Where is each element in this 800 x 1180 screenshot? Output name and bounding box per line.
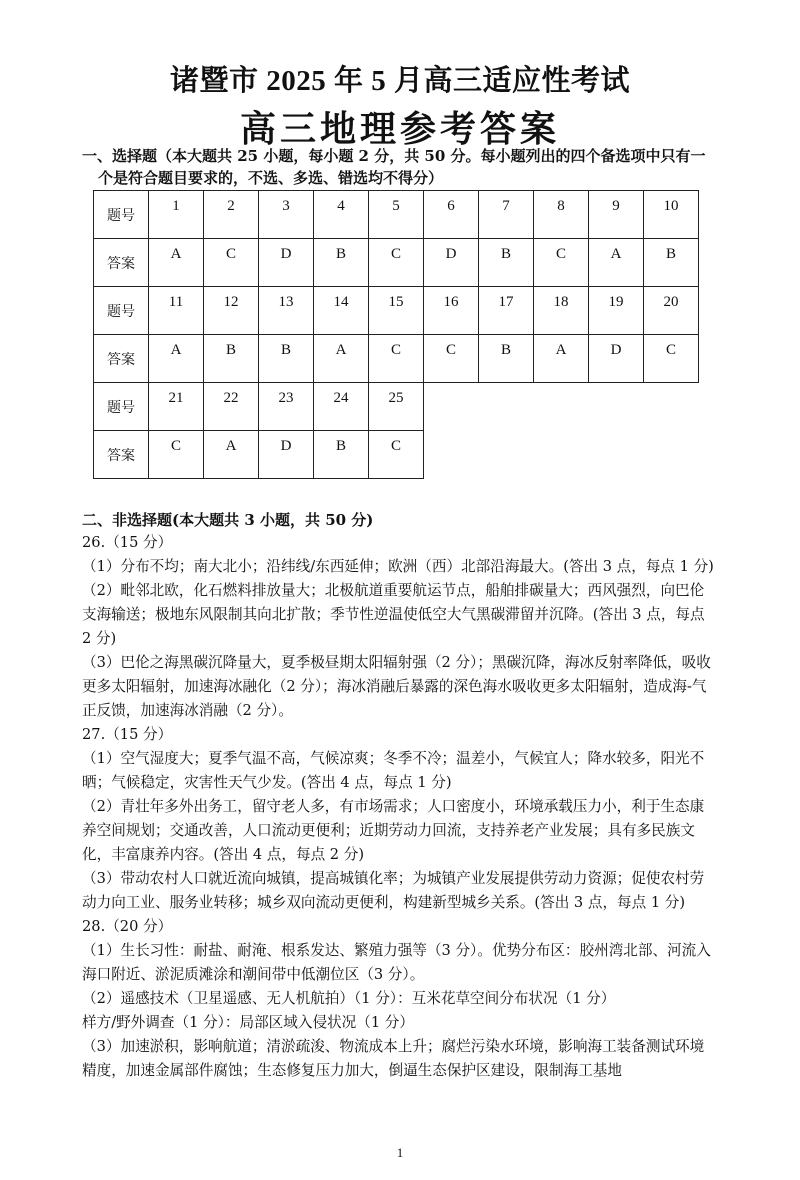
question-number: 12 <box>223 294 239 310</box>
answer-cell <box>644 239 699 287</box>
question-number: 3 <box>282 198 290 214</box>
question-number-cell <box>424 191 479 239</box>
row-label-number: 题号 <box>94 191 149 239</box>
question-number-cell <box>479 287 534 335</box>
answer-cell <box>369 239 424 287</box>
answer-cell <box>149 239 204 287</box>
empty-cell <box>479 383 534 431</box>
section1-line2: 个是符合题目要求的，不选、多选、错选均不得分） <box>98 169 444 187</box>
section2-heading: 二、非选择题(本大题共 3 小题，共 50 分) <box>82 511 374 529</box>
answer-cell <box>424 335 479 383</box>
paragraph: 28.（20 分） <box>82 918 173 935</box>
answer-letter: D <box>445 246 457 262</box>
paragraph: （2）遥感技术（卫星遥感、无人机航拍）（1 分）：互米花草空间分布状况（1 分） <box>82 990 616 1007</box>
question-number: 1 <box>172 198 180 214</box>
empty-cell <box>424 431 479 479</box>
answer-cell <box>149 431 204 479</box>
answer-letter: C <box>665 342 676 358</box>
question-number: 14 <box>333 294 349 310</box>
question-number-cell <box>424 287 479 335</box>
question-number: 21 <box>168 390 184 406</box>
paragraph: （1）空气湿度大；夏季气温不高，气候凉爽；冬季不冷；温差小，气候宜人；降水较多，阳光不晒；气候稳定，灾害性天气少发。(答出 4 点，每点 1 分) <box>82 750 705 791</box>
answer-cell <box>259 431 314 479</box>
answer-letter: B <box>665 246 676 262</box>
question-number-row <box>94 383 699 431</box>
question-number-cell <box>369 383 424 431</box>
answer-key-title: 高三地理参考答案 <box>239 108 560 150</box>
answer-letter: C <box>225 246 236 262</box>
question-number: 7 <box>502 198 510 214</box>
answer-row <box>94 335 699 383</box>
answer-letter: A <box>170 342 182 358</box>
question-number-cell <box>369 287 424 335</box>
empty-cell <box>644 383 699 431</box>
row-label-answer: 答案 <box>94 431 149 479</box>
question-number: 5 <box>392 198 400 214</box>
answer-body <box>82 531 718 1083</box>
answer-letter: B <box>500 342 511 358</box>
answer-cell <box>534 335 589 383</box>
question-number: 22 <box>223 390 239 406</box>
question-number-cell <box>149 287 204 335</box>
question-number-cell <box>644 287 699 335</box>
answer-cell <box>314 431 369 479</box>
answer-cell <box>424 239 479 287</box>
question-number: 19 <box>608 294 624 310</box>
answer-letter: A <box>610 246 622 262</box>
question-number: 2 <box>227 198 235 214</box>
answer-cell <box>314 239 369 287</box>
question-number-cell <box>314 191 369 239</box>
question-number: 4 <box>337 198 345 214</box>
paragraph: 样方/野外调查（1 分）：局部区域入侵状况（1 分） <box>82 1014 414 1031</box>
answer-letter: D <box>610 342 622 358</box>
question-number-cell <box>204 383 259 431</box>
paragraph: （2）青壮年多外出务工，留守老人多，有市场需求；人口密度小，环境承载压力小，利于生态康养空间规划；交通改善，人口流动更便利；近期劳动力回流，支持养老产业发展；具有多民族文化，丰富康养内容。(答出 4 点，每点 2 分) <box>82 798 705 863</box>
answer-cell <box>644 335 699 383</box>
paragraph: （2）毗邻北欧，化石燃料排放量大；北极航道重要航运节点，船舶排碳量大；西风强烈，向巴伦支海输送；极地东风限制其向北扩散；季节性逆温使低空大气黑碳滞留并沉降。(答出 3 点，每点 2 分) <box>82 582 705 647</box>
empty-cell <box>644 431 699 479</box>
section1-instructions <box>82 145 732 189</box>
question-number: 20 <box>663 294 679 310</box>
answer-letter: D <box>280 246 292 262</box>
answer-cell <box>534 239 589 287</box>
answer-cell <box>259 335 314 383</box>
answer-letter: A <box>225 438 237 454</box>
answer-letter: B <box>500 246 511 262</box>
question-number: 16 <box>443 294 459 310</box>
answer-letter: B <box>335 246 346 262</box>
question-number-cell <box>314 383 369 431</box>
question-number: 17 <box>498 294 514 310</box>
question-number: 24 <box>333 390 349 406</box>
answer-cell <box>204 431 259 479</box>
row-label-answer: 答案 <box>94 335 149 383</box>
question-number: 13 <box>278 294 294 310</box>
answer-letter: D <box>280 438 292 454</box>
answer-letter: C <box>555 246 566 262</box>
paragraph: 27.（15 分） <box>82 726 173 743</box>
empty-cell <box>534 431 589 479</box>
question-number: 23 <box>278 390 294 406</box>
answer-letter: C <box>170 438 181 454</box>
empty-cell <box>589 383 644 431</box>
answer-cell <box>479 239 534 287</box>
row-label-answer: 答案 <box>94 239 149 287</box>
question-number-cell <box>589 287 644 335</box>
question-number: 25 <box>388 390 404 406</box>
answer-letter: A <box>555 342 567 358</box>
answer-letter: C <box>390 246 401 262</box>
question-number: 18 <box>553 294 569 310</box>
paragraph: （1）生长习性：耐盐、耐淹、根系发达、繁殖力强等（3 分）。优势分布区：胶州湾北部、河流入海口附近、淤泥质滩涂和潮间带中低潮位区（3 分）。 <box>82 942 711 983</box>
answer-letter: C <box>390 438 401 454</box>
answer-letter: C <box>390 342 401 358</box>
question-number-row <box>94 191 699 239</box>
question-number: 8 <box>557 198 565 214</box>
question-number-cell <box>259 383 314 431</box>
answer-cell <box>369 335 424 383</box>
question-number-cell <box>204 287 259 335</box>
page-number: 1 <box>396 1145 404 1160</box>
question-number-cell <box>314 287 369 335</box>
paragraph: （3）巴伦之海黑碳沉降量大，夏季极昼期太阳辐射强（2 分）；黑碳沉降，海冰反射率降低，吸收更多太阳辐射，加速海冰融化（2 分）；海冰消融后暴露的深色海水吸收更多太阳辐射，造成海-气正反馈，加速海冰消融（2 分）。 <box>82 654 711 719</box>
answer-cell <box>204 335 259 383</box>
answer-cell <box>369 431 424 479</box>
paragraph: （1）分布不均；南大北小；沿纬线/东西延伸；欧洲（西）北部沿海最大。(答出 3 点，每点 1 分) <box>82 558 714 575</box>
question-number-cell <box>149 191 204 239</box>
question-number-cell <box>479 191 534 239</box>
empty-cell <box>479 431 534 479</box>
answer-letter: B <box>225 342 236 358</box>
section1-line1: 一、选择题（本大题共 25 小题，每小题 2 分，共 50 分。每小题列出的四个备选项中只有一 <box>82 147 706 165</box>
question-number-cell <box>259 191 314 239</box>
empty-cell <box>424 383 479 431</box>
question-number-cell <box>149 383 204 431</box>
question-number: 11 <box>168 294 184 310</box>
answer-row <box>94 431 699 479</box>
question-number-cell <box>534 287 589 335</box>
exam-title: 诸暨市 2025 年 5 月高三适应性考试 <box>169 65 630 97</box>
row-label-number: 题号 <box>94 287 149 335</box>
question-number: 15 <box>388 294 404 310</box>
paragraph: （3）加速淤积，影响航道；清淤疏浚、物流成本上升；腐烂污染水环境，影响海工装备测试环境精度，加速金属部件腐蚀；生态修复压力加大，倒逼生态保护区建设，限制海工基地 <box>82 1038 705 1079</box>
question-number: 6 <box>447 198 455 214</box>
question-number-cell <box>534 191 589 239</box>
empty-cell <box>589 431 644 479</box>
paragraph: （3）带动农村人口就近流向城镇，提高城镇化率；为城镇产业发展提供劳动力资源；促使农村劳动力向工业、服务业转移；城乡双向流动更便利，构建新型城乡关系。(答出 3 点，每点 1 分) <box>82 870 705 911</box>
question-number-cell <box>589 191 644 239</box>
answer-letter: B <box>280 342 291 358</box>
answer-letter: A <box>335 342 347 358</box>
answer-letter: A <box>170 246 182 262</box>
answer-letter: B <box>335 438 346 454</box>
question-number: 10 <box>663 198 679 214</box>
question-number-row <box>94 287 699 335</box>
answer-table <box>93 190 699 479</box>
answer-row <box>94 239 699 287</box>
question-number: 9 <box>612 198 620 214</box>
paragraph: 26.（15 分） <box>82 534 173 551</box>
row-label-number: 题号 <box>94 383 149 431</box>
answer-cell <box>479 335 534 383</box>
answer-cell <box>259 239 314 287</box>
answer-cell <box>314 335 369 383</box>
question-number-cell <box>204 191 259 239</box>
question-number-cell <box>644 191 699 239</box>
question-number-cell <box>369 191 424 239</box>
answer-letter: C <box>445 342 456 358</box>
empty-cell <box>534 383 589 431</box>
answer-cell <box>149 335 204 383</box>
question-number-cell <box>259 287 314 335</box>
answer-cell <box>589 239 644 287</box>
answer-cell <box>204 239 259 287</box>
answer-cell <box>589 335 644 383</box>
